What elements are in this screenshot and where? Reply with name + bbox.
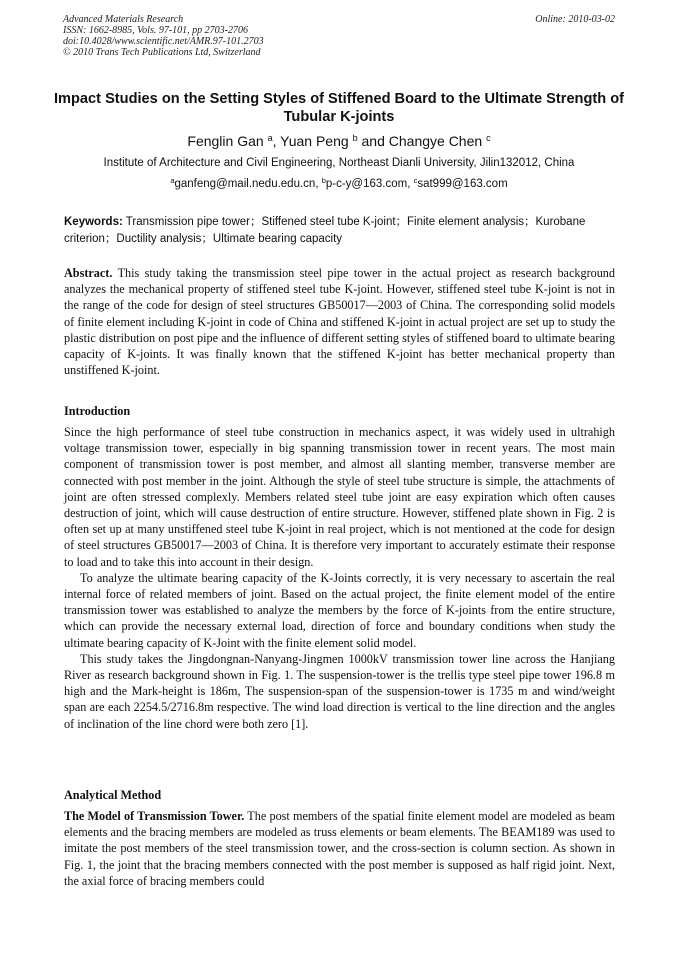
- abstract-text: This study taking the transmission steel pipe tower in the actual project as research background analyzes the mechanical property of stiffened steel tube K-joint. However, stiffened steel tube K-joint is not in the range of the code for design of steel structures GB50017—2003 of China. The corresponding solid models of finite element including K-joint in code of China and stiffened K-joint in actual project are set up to study the plastic distribution on post pipe and the influence of different setting styles of stiffened board to ultimate bearing capacity of K-joints. It was finally known that the stiffened K-joint has better mechanical property than unstiffened K-joint.: [64, 266, 615, 378]
- author-affil-mark: c: [486, 133, 491, 143]
- journal-header: [63, 14, 615, 58]
- paragraph: This study takes the Jingdongnan-Nanyang-Jingmen 1000kV transmission tower line across the Hanjiang River as research background shown in Fig. 1. The suspension-tower is the trellis type steel pipe tower 196.8 m high and the Mark-height is 186m, The suspension-span of the suspension-tower is 1735 m and wind/weight span are each 2254.5/2716.8m respective. The wind load direction is vertical to the line direction and the angles of inclination of the line chord were both zero [1].: [64, 651, 615, 731]
- paper-title: Impact Studies on the Setting Styles of Stiffened Board to the Ultimate Strength of Tubular K-joints: [53, 91, 624, 125]
- paragraph: Since the high performance of steel tube construction in mechanics aspect, it was widely used in ultrahigh voltage transmission tower, especially in big spanning transmission tower in recent years. The most main component of transmission tower is post member, and almost all slanting member, transverse member are connected with post member in the joint. Although the style of steel tube structure is simple, the attachments of joint are often stressed complexly. Members related steel tube joint are easy expiration which often causes destruction of joint, which will cause destruction of entire structure. However, stiffened plate shown in Fig. 2 is often set up at many unstiffened steel tube K-joint in real project, which is not mentioned at the code for design of steel structures GB50017—2003 of China. It is therefore very important to accurately estimate their response to load and to take this into account in their design.: [64, 425, 615, 569]
- email-mark: a: [170, 175, 175, 185]
- author-separator: ,: [272, 133, 281, 149]
- email-address: ganfeng@mail.nedu.edu.cn,: [174, 178, 322, 190]
- email-mark: b: [321, 175, 326, 185]
- author-name: Fenglin Gan: [187, 133, 264, 149]
- email-address: p-c-y@163.com,: [325, 178, 414, 190]
- email-mark: c: [413, 175, 418, 185]
- author-separator: and: [357, 133, 389, 149]
- affiliation: Institute of Architecture and Civil Engineering, Northeast Dianli University, Jilin132012, China: [103, 157, 575, 169]
- author-name: Yuan Peng: [280, 133, 349, 149]
- author-list: [40, 132, 638, 150]
- copyright-line: © 2010 Trans Tech Publications Ltd, Switzerland: [63, 47, 261, 58]
- paragraph: To analyze the ultimate bearing capacity of the K-Joints correctly, it is very necessary to ascertain the real internal force of related members of joint. Based on the actual project, the finite element model of the entire transmission tower was established to analyze the members by the force of K-joints from the entire structure, which can provide the necessary external load, direction of force and boundary conditions when study the ultimate bearing capacity of K-Joint with the finite element solid model.: [64, 570, 615, 650]
- introduction-body: [64, 424, 615, 732]
- abstract-label: Abstract.: [64, 266, 113, 280]
- keywords-label: Keywords:: [64, 216, 123, 228]
- subsection-lead: The Model of Transmission Tower.: [64, 809, 245, 823]
- journal-name: Advanced Materials Research: [63, 14, 184, 25]
- author-name: Changye Chen: [388, 133, 483, 149]
- author-emails: [40, 177, 638, 192]
- email-address: sat999@163.com: [417, 178, 508, 190]
- paragraph-text: The post members of the spatial finite element model are modeled as beam elements and the bracing members are modeled as truss elements or beam elements. The BEAM189 was used to imitate the post members of the steel transmission tower, and the cross-section is column section. As shown in Fig. 1, the joint that the bracing members connected with the post member is supposed as half rigid joint. Next, the axial force of bracing members could: [64, 809, 615, 888]
- author-affil-mark: b: [352, 133, 358, 143]
- issn-line: ISSN: 1662-8985, Vols. 97-101, pp 2703-2706: [63, 25, 248, 36]
- keywords-text: Transmission pipe tower；Stiffened steel tube K-joint；Finite element analysis；Kurobane criterion；Ductility analysis；Ultimate bearing capacity: [64, 216, 586, 245]
- keywords: [64, 214, 616, 247]
- doi-line: doi:10.4028/www.scientific.net/AMR.97-101.2703: [63, 36, 264, 47]
- author-affil-mark: a: [267, 133, 273, 143]
- section-heading-analytical-method: Analytical Method: [64, 788, 162, 802]
- abstract: [64, 265, 615, 378]
- analytical-body: [64, 808, 615, 889]
- section-heading-introduction: Introduction: [64, 404, 131, 418]
- online-date: Online: 2010-03-02: [535, 14, 615, 25]
